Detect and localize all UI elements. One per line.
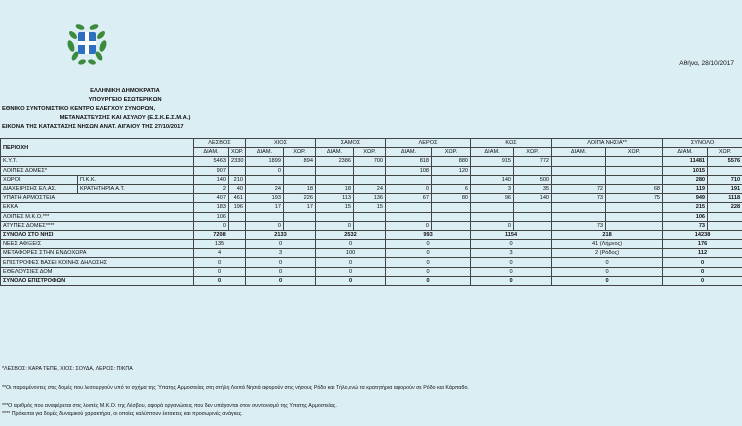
value-cell: 461 (229, 194, 246, 203)
value-cell (386, 212, 432, 221)
value-cell: 18 (316, 184, 354, 193)
merged-value: 0 (246, 267, 316, 276)
table-row-merged (1, 258, 742, 267)
merged-value: 0 (386, 267, 471, 276)
merged-value: 0 (663, 276, 742, 285)
subheader-xor: ΧΩΡ. (606, 148, 663, 157)
value-cell: 280 (663, 175, 708, 184)
value-cell: 140 (194, 175, 229, 184)
value-cell: 11481 (663, 157, 708, 166)
islands-status-table (0, 138, 742, 286)
row-label: ΛΟΙΠΕΣ ΔΟΜΕΣ* (1, 166, 194, 175)
value-cell: 96 (471, 194, 514, 203)
subheader-diam: ΔΙΑΜ. (552, 148, 606, 157)
value-cell (229, 166, 246, 175)
table-row (1, 194, 742, 203)
row-label: ΥΠΑΤΗ ΑΡΜΟΣΤΕΙΑ (1, 194, 194, 203)
footnote-1: *ΛΕΣΒΟΣ: ΚΑΡΑ ΤΕΠΕ, ΧΙΟΣ: ΣΟΥΔΑ, ΛΕΡΟΣ: ΠΙΚΠΑ (2, 366, 133, 372)
value-cell (246, 175, 284, 184)
merged-value: 0 (246, 240, 316, 249)
merged-value: 0 (386, 249, 471, 258)
merged-value: 0 (194, 258, 246, 267)
value-cell: 67 (386, 194, 432, 203)
value-cell (432, 221, 471, 230)
value-cell (606, 212, 663, 221)
total-label: ΣΥΝΟΛΟ ΣΤΟ ΝΗΣΙ (1, 230, 194, 239)
row-sublabel: ΚΡΑΤΗΤΗΡΙΑ Α.Τ. (78, 184, 194, 193)
row-label: ΝΕΕΣ ΑΦΙΞΕΙΣ (1, 240, 194, 249)
value-cell (284, 221, 316, 230)
value-cell: 72 (552, 184, 606, 193)
value-cell: 949 (663, 194, 708, 203)
total-value: 993 (386, 230, 471, 239)
value-cell: 191 (708, 184, 742, 193)
merged-value: 0 (194, 267, 246, 276)
value-cell (552, 157, 606, 166)
merged-value: 3 (246, 249, 316, 258)
total-value: 7208 (194, 230, 246, 239)
merged-value: 0 (316, 276, 386, 285)
value-cell (708, 166, 742, 175)
table-row-merged (1, 267, 742, 276)
group-header: ΣΑΜΟΣ (316, 139, 386, 148)
value-cell: 407 (194, 194, 229, 203)
group-header: ΣΥΝΟΛΟ (663, 139, 742, 148)
merged-value: 0 (316, 240, 386, 249)
subheader-xor: ΧΩΡ. (514, 148, 552, 157)
value-cell: 880 (432, 157, 471, 166)
value-cell: 73 (663, 221, 708, 230)
row-label: ΜΕΤΑΦΟΡΕΣ ΣΤΗΝ ΕΝΔΟΧΩΡΑ (1, 249, 194, 258)
value-cell: 106 (663, 212, 708, 221)
value-cell: 2386 (316, 157, 354, 166)
value-cell: 0 (471, 221, 514, 230)
ministry-header (0, 87, 250, 132)
subheader-diam: ΔΙΑΜ. (316, 148, 354, 157)
merged-value: 0 (386, 276, 471, 285)
value-cell (386, 175, 432, 184)
total-value: 218 (552, 230, 663, 239)
merged-value: 0 (471, 240, 552, 249)
row-label: ΔΙΑΧΕΙΡΙΣΗΣ ΕΛ.ΑΣ. (1, 184, 78, 193)
group-header: ΛΕΡΟΣ (386, 139, 471, 148)
merged-value: 0 (471, 276, 552, 285)
value-cell: 18 (284, 184, 316, 193)
value-cell: 228 (708, 203, 742, 212)
group-header: ΧΙΟΣ (246, 139, 316, 148)
header-line-center-cont: ΜΕΤΑΝΑΣΤΕΥΣΗΣ ΚΑΙ ΑΣΥΛΟΥ (Ε.Σ.Κ.Ε.Σ.Μ.Α.) (59, 115, 191, 121)
value-cell (284, 166, 316, 175)
value-cell: 0 (386, 221, 432, 230)
row-label: ΕΠΙΣΤΡΟΦΕΣ ΒΑΣΕΙ ΚΟΙΝΗΣ ΔΗΛΩΣΗΣ (1, 258, 194, 267)
merged-value: 176 (663, 240, 742, 249)
footnote-2: **Οι παραμένοντες στις δομές που λειτουργούν υπό το σχήμα της Ύπατης Αρμοστείας στη στήλη Λοιπά Νησιά αφορούν στις νήσους Ρόδο και Τήλο,ενώ τα κρατητήρια αφορούν σε Ρόδο και Κάρπαθο. (2, 385, 469, 391)
value-cell (471, 212, 514, 221)
value-cell: 6 (432, 184, 471, 193)
value-cell (514, 212, 552, 221)
value-cell: 894 (284, 157, 316, 166)
value-cell (284, 212, 316, 221)
value-cell: 772 (514, 157, 552, 166)
value-cell (514, 203, 552, 212)
merged-value: 0 (316, 267, 386, 276)
value-cell: 1899 (246, 157, 284, 166)
merged-value: 100 (316, 249, 386, 258)
value-cell (246, 212, 284, 221)
merged-value: 3 (471, 249, 552, 258)
value-cell (552, 203, 606, 212)
merged-value: 0 (316, 258, 386, 267)
merged-value: 0 (471, 258, 552, 267)
row-label: ΑΤΥΠΕΣ ΔΟΜΕΣ**** (1, 221, 194, 230)
value-cell: 24 (354, 184, 386, 193)
merged-value: 0 (471, 267, 552, 276)
merged-value: 0 (246, 276, 316, 285)
value-cell: 40 (229, 184, 246, 193)
value-cell (432, 203, 471, 212)
value-cell: 196 (229, 203, 246, 212)
value-cell (354, 175, 386, 184)
subheader-xor: ΧΩΡ. (354, 148, 386, 157)
value-cell: 3 (471, 184, 514, 193)
value-cell: 1118 (708, 194, 742, 203)
value-cell (471, 166, 514, 175)
value-cell: 226 (284, 194, 316, 203)
value-cell (316, 175, 354, 184)
total-value: 14238 (663, 230, 742, 239)
value-cell: 215 (663, 203, 708, 212)
merged-value: 4 (194, 249, 246, 258)
value-cell: 2 (194, 184, 229, 193)
value-cell: 24 (246, 184, 284, 193)
table-header-row (1, 139, 742, 148)
merged-value: 2 (Ρόδος) (552, 249, 663, 258)
table-row (1, 166, 742, 175)
value-cell (471, 203, 514, 212)
value-cell: 700 (354, 157, 386, 166)
header-line-center: ΕΘΝΙΚΟ ΣΥΝΤΟΝΙΣΤΙΚΟ ΚΕΝΤΡΟ ΕΛΕΓΧΟΥ ΣΥΝΟΡΩΝ, (2, 106, 156, 112)
value-cell: 0 (246, 166, 284, 175)
value-cell: 0 (386, 184, 432, 193)
merged-value: 0 (386, 240, 471, 249)
value-cell: 907 (194, 166, 229, 175)
merged-value: 0 (552, 276, 663, 285)
value-cell (229, 221, 246, 230)
value-cell: 915 (471, 157, 514, 166)
row-label: Κ.Υ.Τ. (1, 157, 194, 166)
value-cell: 183 (194, 203, 229, 212)
value-cell: 193 (246, 194, 284, 203)
table-row (1, 212, 742, 221)
table-row (1, 221, 742, 230)
merged-value: 0 (386, 258, 471, 267)
subheader-diam: ΔΙΑΜ. (194, 148, 229, 157)
subheader-diam: ΔΙΑΜ. (471, 148, 514, 157)
value-cell (229, 212, 246, 221)
table-row-merged (1, 276, 742, 285)
subheader-diam: ΔΙΑΜ. (663, 148, 708, 157)
value-cell: 0 (316, 221, 354, 230)
footnote-4: **** Πρόκειται για δομές δυναμικού χαρακτήρα, οι οποίες καλύπτουν έκτακτες και προσωρινές ανάγκες. (2, 411, 243, 417)
value-cell: 500 (514, 175, 552, 184)
row-label: ΣΥΝΟΛΟ ΕΠΙΣΤΡΟΦΩΝ (1, 276, 194, 285)
row-label: ΧΩΡΟΙ (1, 175, 78, 184)
value-cell (552, 212, 606, 221)
table-total-row (1, 230, 742, 239)
value-cell: 5463 (194, 157, 229, 166)
merged-value: 0 (552, 267, 663, 276)
value-cell: 106 (194, 212, 229, 221)
value-cell: 15 (354, 203, 386, 212)
header-line-republic: ΕΛΛΗΝΙΚΗ ΔΗΜΟΚΡΑΤΙΑ (90, 88, 160, 94)
value-cell: 80 (432, 194, 471, 203)
merged-value: 0 (194, 276, 246, 285)
group-header: ΚΩΣ (471, 139, 552, 148)
value-cell (432, 175, 471, 184)
value-cell: 0 (246, 221, 284, 230)
table-row (1, 203, 742, 212)
merged-value: 0 (552, 258, 663, 267)
subheader-xor: ΧΩΡ. (432, 148, 471, 157)
value-cell: 75 (606, 194, 663, 203)
merged-value: 0 (663, 267, 742, 276)
value-cell: 5576 (708, 157, 742, 166)
value-cell (316, 166, 354, 175)
value-cell: 0 (194, 221, 229, 230)
value-cell: 68 (606, 184, 663, 193)
value-cell (316, 212, 354, 221)
value-cell: 210 (229, 175, 246, 184)
group-header: ΛΟΙΠΑ ΝΗΣΙΑ** (552, 139, 663, 148)
value-cell: 140 (471, 175, 514, 184)
value-cell (386, 203, 432, 212)
total-value: 2133 (246, 230, 316, 239)
merged-value: 0 (663, 258, 742, 267)
report-date: Αθήνα, 28/10/2017 (679, 60, 734, 67)
total-value: 1154 (471, 230, 552, 239)
value-cell: 710 (708, 175, 742, 184)
value-cell (354, 212, 386, 221)
value-cell (606, 157, 663, 166)
value-cell (552, 175, 606, 184)
area-header: ΠΕΡΙΟΧΗ (1, 139, 194, 157)
total-value: 2532 (316, 230, 386, 239)
value-cell (354, 166, 386, 175)
value-cell: 119 (663, 184, 708, 193)
subheader-diam: ΔΙΑΜ. (386, 148, 432, 157)
footnote-3: ***Ο αριθμός που αναφέρεται στις λοιπές Μ.Κ.Ο. της Λέσβου, αφορά οργανώσεις που δεν υπάγονται στον συντονισμό της Υπατης Αρμοστείας. (2, 403, 337, 409)
value-cell (606, 221, 663, 230)
value-cell (708, 212, 742, 221)
value-cell (514, 221, 552, 230)
subheader-diam: ΔΙΑΜ. (246, 148, 284, 157)
value-cell: 140 (514, 194, 552, 203)
value-cell (606, 175, 663, 184)
value-cell: 2330 (229, 157, 246, 166)
value-cell (354, 221, 386, 230)
value-cell (514, 166, 552, 175)
table-row-merged (1, 240, 742, 249)
row-label: ΕΘΕΛΟΥΣΙΕΣ ΔΟΜ (1, 267, 194, 276)
value-cell: 136 (354, 194, 386, 203)
value-cell (708, 221, 742, 230)
row-label: ΕΚΚΑ (1, 203, 194, 212)
value-cell: 17 (246, 203, 284, 212)
merged-value: 135 (194, 240, 246, 249)
merged-value: 0 (246, 258, 316, 267)
value-cell: 73 (552, 221, 606, 230)
value-cell: 73 (552, 194, 606, 203)
group-header: ΛΕΣΒΟΣ (194, 139, 246, 148)
value-cell: 818 (386, 157, 432, 166)
merged-value: 41 (Λήμνος) (552, 240, 663, 249)
value-cell (606, 166, 663, 175)
table-row (1, 157, 742, 166)
value-cell (284, 175, 316, 184)
merged-value: 112 (663, 249, 742, 258)
value-cell: 15 (316, 203, 354, 212)
value-cell: 1015 (663, 166, 708, 175)
table-row (1, 175, 742, 184)
value-cell (606, 203, 663, 212)
value-cell: 17 (284, 203, 316, 212)
value-cell: 113 (316, 194, 354, 203)
table-row (1, 184, 742, 193)
coat-of-arms-emblem (65, 22, 109, 66)
header-line-ministry: ΥΠΟΥΡΓΕΙΟ ΕΣΩΤΕΡΙΚΩΝ (88, 97, 162, 103)
report-title: ΕΙΚΟΝΑ ΤΗΣ ΚΑΤΑΣΤΑΣΗΣ ΝΗΣΩΝ ΑΝΑΤ. ΑΙΓΑΙΟΥ ΤΗΣ 27/10/2017 (2, 124, 184, 130)
value-cell: 108 (386, 166, 432, 175)
row-label: ΛΟΙΠΕΣ Μ.Κ.Ο.*** (1, 212, 194, 221)
value-cell (552, 166, 606, 175)
row-sublabel: Π.Κ.Κ. (78, 175, 194, 184)
value-cell: 35 (514, 184, 552, 193)
value-cell: 120 (432, 166, 471, 175)
table-row-merged (1, 249, 742, 258)
subheader-xor: ΧΩΡ. (708, 148, 742, 157)
subheader-xor: ΧΩΡ. (284, 148, 316, 157)
subheader-xor: ΧΩΡ. (229, 148, 246, 157)
value-cell (432, 212, 471, 221)
